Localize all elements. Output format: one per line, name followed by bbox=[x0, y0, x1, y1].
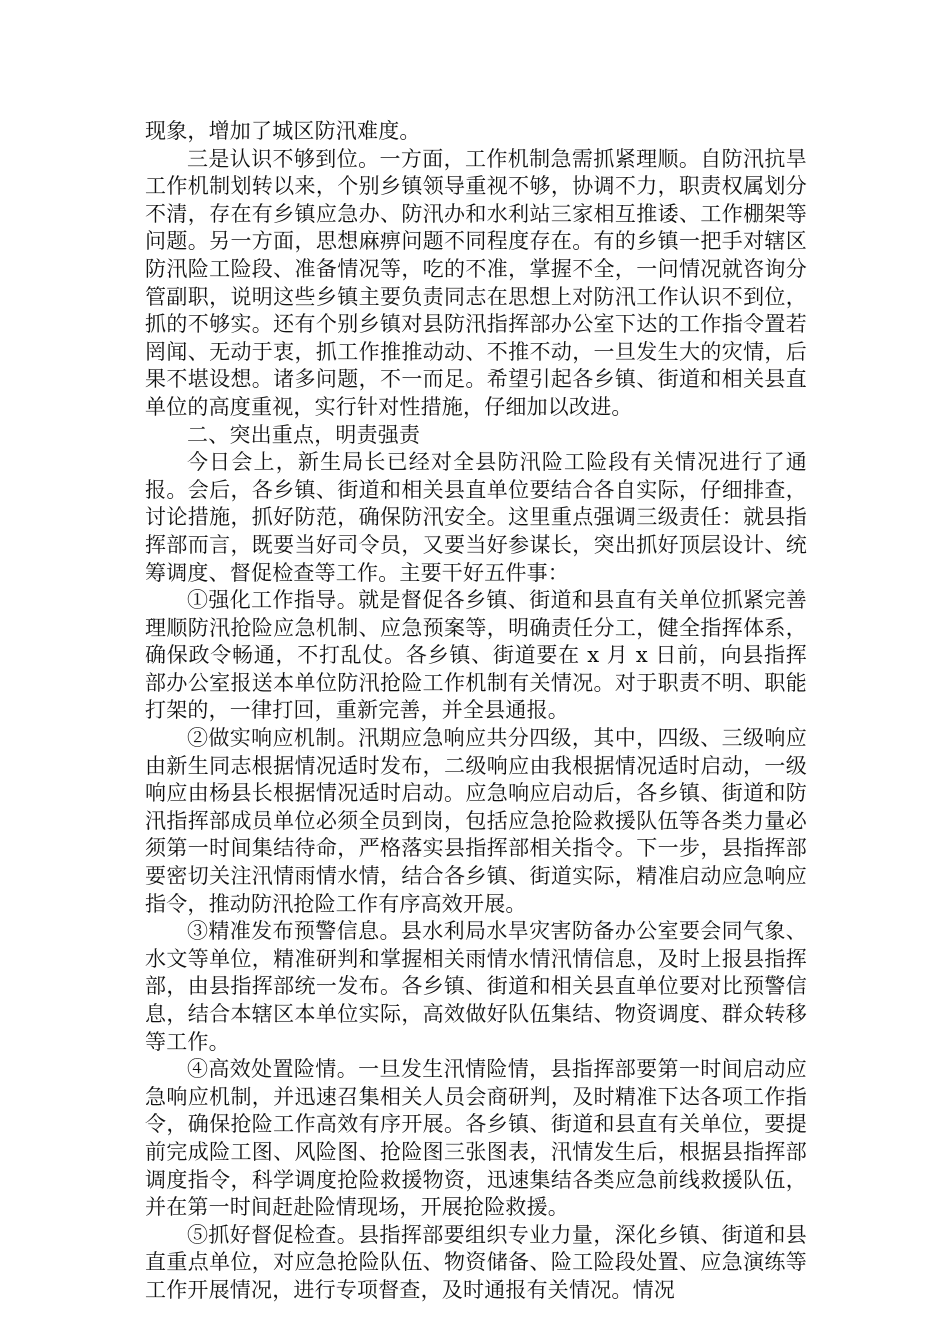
paragraph: 今日会上，新生局长已经对全县防汛险工险段有关情况进行了通报。会后，各乡镇、街道和相关县直单位要结合各自实际，仔细排查，讨论措施，抓好防范，确保防汛安全。这里重点强调三级责任：就县指挥部而言，既要当好司令员，又要当好参谋长，突出抓好顶层设计、统筹调度、督促检查等工作。主要干好五件事： bbox=[145, 450, 807, 585]
list-item: ①强化工作指导。就是督促各乡镇、街道和县直有关单位抓紧完善理顺防汛抢险应急机制、应急预案等，明确责任分工，健全指挥体系，确保政令畅通，不打乱仗。各乡镇、街道要在 x 月 x 日前，向县指挥部办公室报送本单位防汛抢险工作机制有关情况。对于职责不明、职能打架的，一律打回，重新完善，并全县通报。 bbox=[145, 588, 807, 723]
paragraph: 三是认识不够到位。一方面，工作机制急需抓紧理顺。自防汛抗旱工作机制划转以来，个别乡镇领导重视不够，协调不力，职责权属划分不清，存在有乡镇应急办、防汛办和水利站三家相互推诿、工作棚架等问题。另一方面，思想麻痹问题不同程度存在。有的乡镇一把手对辖区防汛险工险段、准备情况等，吃的不准，掌握不全，一问情况就咨询分管副职，说明这些乡镇主要负责同志在思想上对防汛工作认识不到位，抓的不够实。还有个别乡镇对县防汛指挥部办公室下达的工作指令置若罔闻、无动于衷，抓工作推推动动、不推不动，一旦发生大的灾情，后果不堪设想。诸多问题，不一而足。希望引起各乡镇、街道和相关县直单位的高度重视，实行针对性措施，仔细加以改进。 bbox=[145, 146, 807, 419]
list-item: ③精准发布预警信息。县水利局水旱灾害防备办公室要会同气象、水文等单位，精准研判和掌握相关雨情水情汛情信息，及时上报县指挥部，由县指挥部统一发布。各乡镇、街道和相关县直单位要对比预警信息，结合本辖区本单位实际，高效做好队伍集结、物资调度、群众转移等工作。 bbox=[145, 919, 807, 1054]
list-item: ②做实响应机制。汛期应急响应共分四级，其中，四级、三级响应由新生同志根据情况适时发布，二级响应由我根据情况适时启动，一级响应由杨县长根据情况适时启动。应急响应启动后，各乡镇、街道和防汛指挥部成员单位必须全员到岗，包括应急抢险救援队伍等各类力量必须第一时间集结待命，严格落实县指挥部相关指令。下一步，县指挥部要密切关注汛情雨情水情，结合各乡镇、街道实际，精准启动应急响应指令，推动防汛抢险工作有序高效开展。 bbox=[145, 726, 807, 916]
document-body bbox=[145, 118, 807, 1305]
list-item: ⑤抓好督促检查。县指挥部要组织专业力量，深化乡镇、街道和县直重点单位，对应急抢险队伍、物资储备、险工险段处置、应急演练等工作开展情况，进行专项督查，及时通报有关情况。情况 bbox=[145, 1222, 807, 1302]
list-item: ④高效处置险情。一旦发生汛情险情，县指挥部要第一时间启动应急响应机制，并迅速召集相关人员会商研判，及时精准下达各项工作指令，确保抢险工作高效有序开展。各乡镇、街道和县直有关单位，要提前完成险工图、风险图、抢险图三张图表，汛情发生后，根据县指挥部调度指令，科学调度抢险救援物资，迅速集结各类应急前线救援队伍，并在第一时间赶赴险情现场，开展抢险救援。 bbox=[145, 1057, 807, 1220]
section-heading: 二、突出重点，明责强责 bbox=[187, 422, 421, 447]
paragraph: 现象，增加了城区防汛难度。 bbox=[145, 119, 421, 143]
